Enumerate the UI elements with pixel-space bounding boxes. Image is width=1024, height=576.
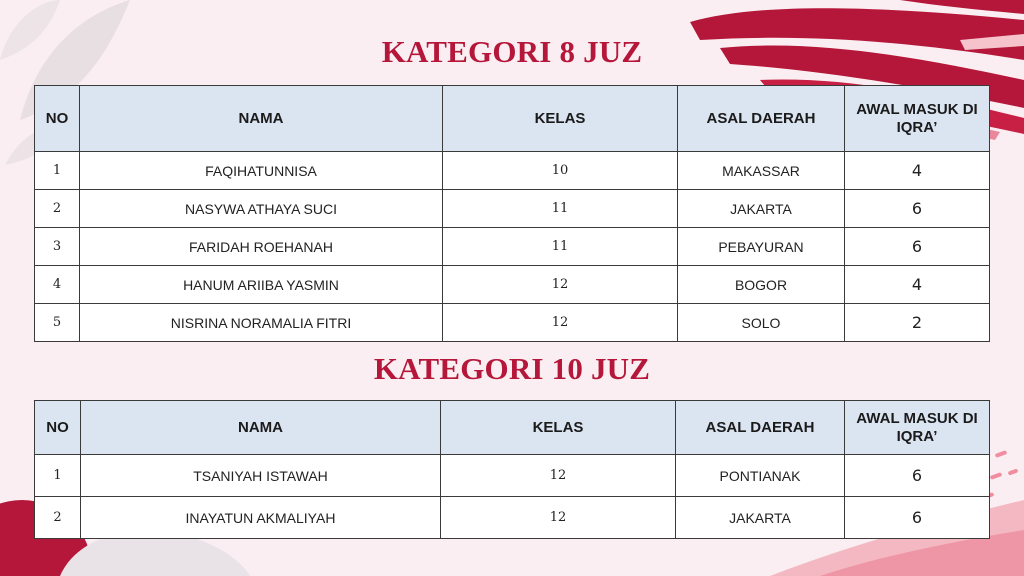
cell-awal-masuk: 6 — [845, 228, 990, 266]
table-row — [35, 152, 990, 190]
cell-kelas: 11 — [443, 190, 678, 228]
cell-awal-masuk: 2 — [845, 304, 990, 342]
section-title-10-juz: KATEGORI 10 JUZ — [373, 351, 651, 386]
cell-no: 2 — [35, 497, 81, 539]
cell-awal-masuk: 6 — [845, 455, 990, 497]
header-nama: NAMA — [80, 86, 443, 152]
table-row — [35, 266, 990, 304]
cell-awal-masuk: 4 — [845, 266, 990, 304]
cell-awal-masuk: 4 — [845, 152, 990, 190]
header-no: NO — [35, 86, 80, 152]
cell-nama: FAQIHATUNNISA — [80, 152, 443, 190]
cell-asal-daerah: MAKASSAR — [678, 152, 845, 190]
cell-nama: FARIDAH ROEHANAH — [80, 228, 443, 266]
cell-no: 1 — [35, 455, 81, 497]
cell-nama: NASYWA ATHAYA SUCI — [80, 190, 443, 228]
header-no: NO — [35, 401, 81, 455]
cell-nama: HANUM ARIIBA YASMIN — [80, 266, 443, 304]
cell-no: 4 — [35, 266, 80, 304]
cell-kelas: 10 — [443, 152, 678, 190]
cell-asal-daerah: PEBAYURAN — [678, 228, 845, 266]
cell-no: 5 — [35, 304, 80, 342]
header-kelas: KELAS — [441, 401, 676, 455]
cell-kelas: 11 — [443, 228, 678, 266]
cell-kelas: 12 — [443, 266, 678, 304]
table-row — [35, 497, 990, 539]
table-row — [35, 455, 990, 497]
table-row — [35, 228, 990, 266]
cell-no: 3 — [35, 228, 80, 266]
cell-nama: TSANIYAH ISTAWAH — [81, 455, 441, 497]
header-awal-masuk: AWAL MASUK DI IQRA’ — [845, 401, 990, 455]
cell-awal-masuk: 6 — [845, 497, 990, 539]
cell-asal-daerah: JAKARTA — [678, 190, 845, 228]
cell-awal-masuk: 6 — [845, 190, 990, 228]
cell-kelas: 12 — [441, 497, 676, 539]
cell-nama: NISRINA NORAMALIA FITRI — [80, 304, 443, 342]
cell-nama: INAYATUN AKMALIYAH — [81, 497, 441, 539]
header-kelas: KELAS — [443, 86, 678, 152]
header-awal-masuk: AWAL MASUK DI IQRA’ — [845, 86, 990, 152]
table-10-juz — [34, 400, 990, 539]
cell-kelas: 12 — [441, 455, 676, 497]
cell-asal-daerah: SOLO — [678, 304, 845, 342]
cell-asal-daerah: JAKARTA — [676, 497, 845, 539]
header-asal-daerah: ASAL DAERAH — [676, 401, 845, 455]
cell-kelas: 12 — [443, 304, 678, 342]
table-header-row — [35, 401, 990, 455]
table-row — [35, 190, 990, 228]
table-8-juz — [34, 85, 990, 342]
header-asal-daerah: ASAL DAERAH — [678, 86, 845, 152]
section-title-8-juz: KATEGORI 8 JUZ — [381, 34, 643, 69]
cell-asal-daerah: BOGOR — [678, 266, 845, 304]
table-header-row — [35, 86, 990, 152]
header-nama: NAMA — [81, 401, 441, 455]
cell-asal-daerah: PONTIANAK — [676, 455, 845, 497]
cell-no: 1 — [35, 152, 80, 190]
table-row — [35, 304, 990, 342]
cell-no: 2 — [35, 190, 80, 228]
